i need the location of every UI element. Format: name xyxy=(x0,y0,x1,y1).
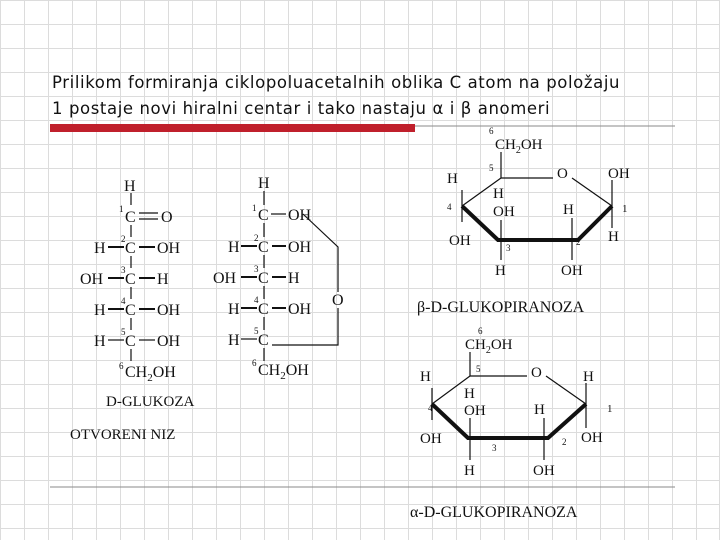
title-line-2: 1 postaje novi hiralni centar i tako nastaju α i β anomeri xyxy=(52,99,551,118)
ring-closure-bond xyxy=(272,214,338,345)
beta-c2-num: 2 xyxy=(576,237,581,247)
beta-c1-oh: OH xyxy=(608,166,630,182)
cf-top-h: H xyxy=(258,175,270,192)
alpha-c1-h: H xyxy=(583,369,594,385)
beta-c5-h: H xyxy=(447,171,458,187)
cf-c4-atom: C xyxy=(258,301,269,318)
c2-oh: OH xyxy=(157,240,181,257)
c5-num: 5 xyxy=(121,327,126,337)
c5-atom: C xyxy=(125,333,136,350)
open-chain-caption: OTVORENI NIZ xyxy=(70,427,176,443)
alpha-c6-num: 6 xyxy=(478,326,483,336)
cf-c2-h: H xyxy=(228,239,240,256)
title-line-1: Prilikom formiranja ciklopoluacetalnih oblika C atom na položaju xyxy=(52,73,621,92)
c2-num: 2 xyxy=(121,234,126,244)
cf-c5-h: H xyxy=(228,332,240,349)
alpha-c1-oh: OH xyxy=(581,430,603,446)
c4-oh: OH xyxy=(157,302,181,319)
cf-c4-num: 4 xyxy=(254,295,259,305)
c2-h: H xyxy=(94,240,106,257)
c3-atom: C xyxy=(125,271,136,288)
beta-c2-h-up: H xyxy=(563,202,574,218)
c4-atom: C xyxy=(125,302,136,319)
beta-c2-oh-down: OH xyxy=(561,263,583,279)
c1-num: 1 xyxy=(119,204,124,214)
alpha-c4-oh: OH xyxy=(420,431,442,447)
accent-bar xyxy=(50,124,415,132)
cf-c3-oh: OH xyxy=(213,270,237,287)
alpha-name: α-D-GLUKOPIRANOZA xyxy=(410,504,578,521)
open-chain-name: D-GLUKOZA xyxy=(106,394,195,410)
cf-c2-num: 2 xyxy=(254,233,259,243)
cf-c5-atom: C xyxy=(258,332,269,349)
alpha-c3-num: 3 xyxy=(492,443,497,453)
cf-c6-num: 6 xyxy=(252,358,257,368)
ring-oxygen: O xyxy=(332,292,344,309)
beta-c3-num: 3 xyxy=(506,243,511,253)
alpha-c3-oh-up: OH xyxy=(464,403,486,419)
alpha-haworth-structure xyxy=(410,326,613,521)
c4-h: H xyxy=(94,302,106,319)
c5-oh: OH xyxy=(157,333,181,350)
beta-name: β-D-GLUKOPIRANOZA xyxy=(417,299,585,316)
cf-c1-num: 1 xyxy=(252,203,257,213)
alpha-c5-num: 5 xyxy=(476,364,481,374)
c1-carbonyl-o: O xyxy=(161,209,173,226)
c1-atom: C xyxy=(125,209,136,226)
beta-c5-num: 5 xyxy=(489,163,494,173)
alpha-c3-h-down: H xyxy=(464,463,475,479)
c5-h: H xyxy=(94,333,106,350)
beta-c3-h-down: H xyxy=(495,263,506,279)
cf-c3-atom: C xyxy=(258,270,269,287)
c4-num: 4 xyxy=(121,296,126,306)
cf-c4-h: H xyxy=(228,301,240,318)
beta-c3-oh-up: OH xyxy=(493,204,515,220)
alpha-c1-num: 1 xyxy=(607,403,613,415)
open-chain-structure xyxy=(70,178,194,443)
c3-num: 3 xyxy=(121,265,126,275)
cf-c6-ch2oh: $CH_2OH$ xyxy=(258,362,309,382)
beta-c1-h: H xyxy=(608,229,619,245)
cf-c2-atom: C xyxy=(258,239,269,256)
c3-h: H xyxy=(157,271,169,288)
alpha-ch2oh: $CH_2OH$ xyxy=(465,337,513,356)
c6-ch2oh: $CH_2OH$ xyxy=(125,364,176,384)
beta-c6-num: 6 xyxy=(489,126,494,136)
cyclic-fischer-structure xyxy=(213,175,344,382)
alpha-c5-h: H xyxy=(420,369,431,385)
alpha-c4-num: 4 xyxy=(428,403,433,413)
alpha-c2-oh-down: OH xyxy=(533,463,555,479)
cf-c3-num: 3 xyxy=(254,264,259,274)
alpha-ring-o: O xyxy=(531,365,542,381)
cf-c1-oh: OH xyxy=(288,207,312,224)
cf-c1-atom: C xyxy=(258,207,269,224)
beta-c1-num: 1 xyxy=(622,203,628,215)
cf-c5-num: 5 xyxy=(254,326,259,336)
beta-c3-h-up: H xyxy=(493,186,504,202)
c6-num: 6 xyxy=(119,361,124,371)
alpha-c3-h-up: H xyxy=(464,386,475,402)
c3-oh: OH xyxy=(80,271,104,288)
cf-c3-h: H xyxy=(288,270,300,287)
cf-c2-oh: OH xyxy=(288,239,312,256)
beta-ring-o: O xyxy=(557,166,568,182)
c2-atom: C xyxy=(125,240,136,257)
beta-ch2oh: $CH_2OH$ xyxy=(495,137,543,156)
beta-c4-num: 4 xyxy=(447,202,452,212)
beta-c4-oh: OH xyxy=(449,233,471,249)
alpha-c2-h-up: H xyxy=(534,402,545,418)
cf-c4-oh: OH xyxy=(288,301,312,318)
beta-haworth-structure xyxy=(417,126,630,316)
alpha-c2-num: 2 xyxy=(562,437,567,447)
fischer-top-h: H xyxy=(124,178,136,195)
